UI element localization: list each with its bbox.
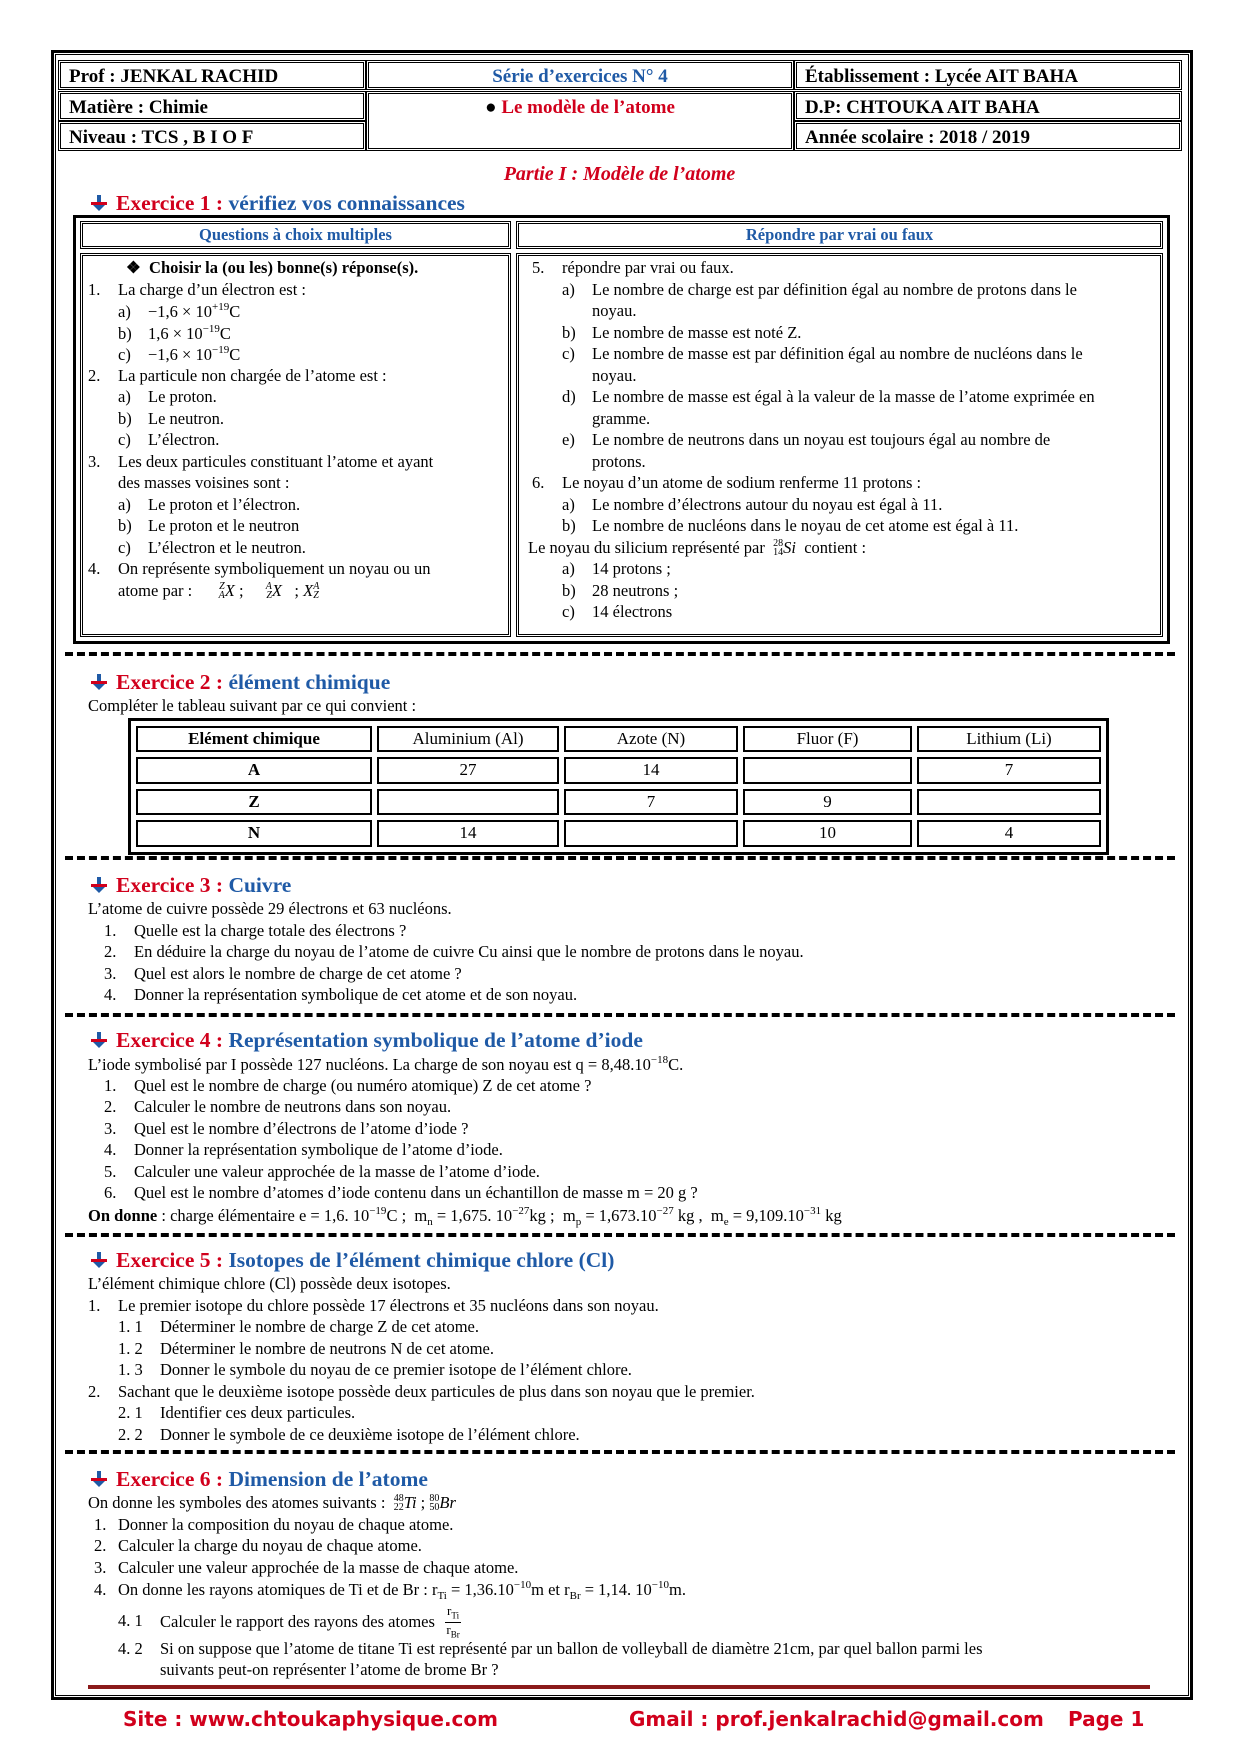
footer-page: Page 1 xyxy=(1068,1707,1145,1731)
bullet-icon: ● xyxy=(485,97,502,118)
ex1-right-head: Répondre par vrai ou faux xyxy=(516,221,1163,249)
header-theme-text: Le modèle de l’atome xyxy=(501,97,675,118)
ex1-vrai-faux: 5. répondre par vrai ou faux. a) Le nombre de charge est par définition égal au nombre de protons dans le noyau. b) Le nombre de masse est noté Z. c) Le nombre de masse est par définition égal au nombre de nucléons dans le noyau. d) Le nombre de masse est égal à la valeur de la masse de l’atome exprimée en gramme. e) Le nombre de neutrons dans un noyau est toujours égal au nombre de protons. 6. Le noyau d’un atome de sodium renferme 11 protons : a) Le nombre d’électrons autour du noyau est égal à 11. b) Le nombre de nucléons dans le noyau de cet atome est égal à 11. Le noyau du silicium représenté par 28 14Si contient : a) 14 protons ; b) 28 neutrons ; c) 14 électrons xyxy=(524,257,1164,623)
ex1-label: Exercice 1 : xyxy=(116,191,224,215)
ratio-fraction: $\frac{r_{Ti}}{r_{Br}}$ xyxy=(446,1602,460,1640)
ex1-silicium: Le noyau du silicium représenté par 28 14Si contient : xyxy=(528,537,867,558)
ex1-q5: répondre par vrai ou faux. xyxy=(562,258,734,277)
separator xyxy=(65,1013,1175,1017)
ex6-title: Exercice 6 : Dimension de l’atome xyxy=(90,1465,428,1493)
ex4-body: L’iode symbolisé par I possède 127 nucléons. La charge de son noyau est $q = 8,48.10^{-18}C$. 1. Quel est le nombre de charge (ou numéro atomique) Z de cet atome ? 2. Calculer le nombre de neutrons dans son noyau. 3. Quel est le nombre d’électrons de l’atome d’iode ? 4. Donner la représentation symbolique de l’atome d’iode. 5. Calculer une valeur approchée de la masse de l’atome d’iode. 6. Quel est le nombre d’atomes d’iode contenu dans un échantillon de masse m = 20 g ? On donne : charge élémentaire e = 1,6. $10^{-19}C$ ; $m_n = 1,675$. $10^{-27}kg$ ; $m_p = 1,673.10^{-27}$ kg , $m_e = 9,109.10^{-31}$ kg xyxy=(88,1054,842,1228)
ex1-q1c: −1,6 × 10 xyxy=(148,345,212,364)
table-header: Elément chimique xyxy=(136,726,372,752)
ex5-title: Exercice 5 : Isotopes de l’élément chimique chlore (Cl) xyxy=(90,1246,614,1274)
header-dp: D.P: CHTOUKA AIT BAHA xyxy=(794,91,1182,121)
table-cell: 10 xyxy=(743,820,912,846)
bottom-rule xyxy=(88,1685,1150,1689)
table-cell: 7 xyxy=(564,789,738,815)
table-cell xyxy=(377,789,559,815)
separator xyxy=(65,856,1175,860)
ex1-q1: La charge d’un électron est : xyxy=(118,279,306,299)
ex1-q6: Le noyau d’un atome de sodium renferme 11 protons : xyxy=(562,473,922,492)
table-header: Fluor (F) xyxy=(743,726,912,752)
table-cell: Z xyxy=(136,789,372,815)
ex6-body: On donne les symboles des atomes suivants : 48 22Ti ; 80 50Br 1. Donner la composition du noyau de chaque atome. 2. Calculer la charge du noyau de chaque atome. 3. Calculer une valeur approchée de la masse de chaque atome. 4. On donne les rayons atomiques de Ti et de Br : $r_{Ti} = 1,36.10^{-10}m$ et $r_{Br} = 1,14$. $10^{-10}m$. 4. 1 Calculer le rapport des rayons des atomes $\frac{r_{Ti}}{r_{Br}}$ 4. 2 Si on suppose que l’atome de titane Ti est représenté par un ballon de volleyball de diamètre 21cm, par quel ballon parmi les suivants peut-on représenter l’atome de brome Br ? xyxy=(88,1493,983,1679)
arrow-down-icon xyxy=(90,194,108,212)
footer-site: Site : www.chtoukaphysique.com xyxy=(123,1707,498,1731)
table-cell: 9 xyxy=(743,789,912,815)
table-cell: 7 xyxy=(917,757,1101,783)
ex1-q3: Les deux particules constituant l’atome et ayant xyxy=(118,451,434,471)
table-cell: N xyxy=(136,820,372,846)
header-annee: Année scolaire : 2018 / 2019 xyxy=(794,121,1182,151)
ex3-body: L’atome de cuivre possède 29 électrons et 63 nucléons. 1. Quelle est la charge totale des électrons ? 2. En déduire la charge du noyau de l’atome de cuivre Cu ainsi que le nombre de protons dans le noyau. 3. Quel est alors le nombre de charge de cet atome ? 4. Donner la représentation symbolique de cet atome et de son noyau. xyxy=(88,899,804,1004)
ex1-q4: On représente symboliquement un noyau ou un xyxy=(118,559,431,578)
arrow-down-icon xyxy=(90,673,108,691)
ex1-left-head: Questions à choix multiples xyxy=(80,221,511,249)
separator xyxy=(65,1233,1175,1237)
table-header: Aluminium (Al) xyxy=(377,726,559,752)
table-header: Azote (N) xyxy=(564,726,738,752)
arrow-down-icon xyxy=(90,1470,108,1488)
ex1-q1b: 1,6 × 10 xyxy=(148,323,203,343)
ex3-title: Exercice 3 : Cuivre xyxy=(90,871,291,899)
table-cell: 14 xyxy=(377,820,559,846)
arrow-down-icon xyxy=(90,876,108,894)
diamond-icon: ❖ xyxy=(126,258,150,277)
separator xyxy=(65,652,1175,656)
table-header: Lithium (Li) xyxy=(917,726,1101,752)
arrow-down-icon xyxy=(90,1031,108,1049)
table-cell xyxy=(743,757,912,783)
header-theme xyxy=(366,91,794,151)
ex1-instruction: ❖ Choisir la (ou les) bonne(s) réponse(s). xyxy=(126,258,419,277)
ex4-donne: On donne : charge élémentaire e = 1,6. $10^{-19}C$ ; $m_n = 1,675$. $10^{-27}kg$ ; $m_p = 1,673.10^{-27}$ kg , $m_e = 9,109.10^{-31}$ kg xyxy=(88,1204,842,1228)
header-serie: Série d’exercices N° 4 xyxy=(366,60,794,90)
table-cell xyxy=(564,820,738,846)
partie-title: Partie I : Modèle de l’atome xyxy=(503,163,736,185)
header-etab: Établissement : Lycée AIT BAHA xyxy=(794,60,1182,90)
header-matiere: Matière : Chimie xyxy=(58,91,366,121)
header-prof: Prof : JENKAL RACHID xyxy=(58,60,366,90)
table-cell: 14 xyxy=(564,757,738,783)
ex1-qcm: ❖ Choisir la (ou les) bonne(s) réponse(s). 1. La charge d’un électron est : $a) -1,6 \times 10^{+19}C$ b) $1,6 \times 10^{-19}C$ $c) -1,6 \times 10^{-19}C$ 2. La particule non chargée de l’atome est : a) Le proton. b) Le neutron. c) L’électron. 3. Les deux particules constituant l’atome et ayant des masses voisines sont : a) Le proton et l’électron. b) Le proton et le neutron c) L’électron et le neutron. 4. On représente symboliquement un noyau ou un atome par : Z AX ; A ZX ; XA Z xyxy=(88,257,508,601)
ex1-subtitle: vérifiez vos connaissances xyxy=(228,191,465,215)
ex2-intro: Compléter le tableau suivant par ce qui convient : xyxy=(88,696,417,715)
separator xyxy=(65,1450,1175,1454)
table-cell: 4 xyxy=(917,820,1101,846)
arrow-down-icon xyxy=(90,1251,108,1269)
ex1-q4-symbols: atome par : Z AX ; A ZX ; XA Z xyxy=(118,580,320,601)
ex5-body: L’élément chimique chlore (Cl) possède deux isotopes. 1. Le premier isotope du chlore possède 17 électrons et 35 nucléons dans son noyau. 1. 1 Déterminer le nombre de charge Z de cet atome. 1. 2 Déterminer le nombre de neutrons N de cet atome. 1. 3 Donner le symbole du noyau de ce premier isotope de l’élément chlore. 2. Sachant que le deuxième isotope possède deux particules de plus dans son noyau que le premier. 2. 1 Identifier ces deux particules. 2. 2 Donner le symbole de ce deuxième isotope de l’élément chlore. xyxy=(88,1274,755,1444)
ex2-table xyxy=(128,718,1109,855)
table-cell: A xyxy=(136,757,372,783)
ex2-title: Exercice 2 : élément chimique xyxy=(90,668,390,696)
footer-gmail: Gmail : prof.jenkalrachid@gmail.com xyxy=(629,1707,1044,1731)
table-cell: 27 xyxy=(377,757,559,783)
ex3-intro: L’atome de cuivre possède 29 électrons et 63 nucléons. xyxy=(88,899,452,918)
ex1-q1a: −1,6 × 10 xyxy=(148,302,212,321)
header-niveau: Niveau : TCS , B I O F xyxy=(58,121,366,151)
ex4-title: Exercice 4 : Représentation symbolique de l’atome d’iode xyxy=(90,1026,643,1054)
ex1-title xyxy=(90,189,465,217)
ex1-q2: La particule non chargée de l’atome est : xyxy=(118,365,387,385)
table-cell xyxy=(917,789,1101,815)
